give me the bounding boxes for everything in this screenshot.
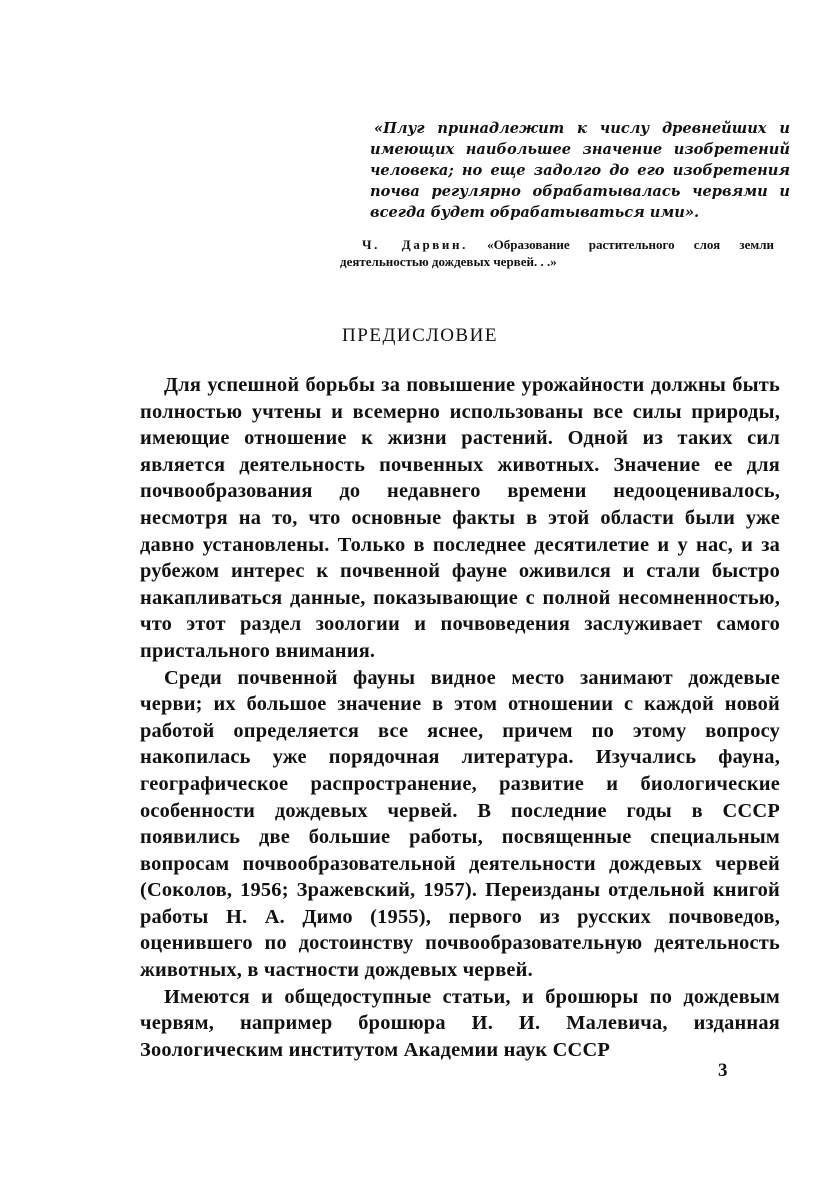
epigraph-source: «Образование растительного слоя земли деятельностью дождевых червей. . .» xyxy=(340,237,774,269)
epigraph-attribution xyxy=(340,236,774,270)
paragraph-2: Среди почвенной фауны видное место занимают дождевые черви; их большое значение в этом отношении с каждой новой работой определяется все яснее, причем по этому вопросу накопилась уже порядочная литература. Изучались фауна, географическое распространение, развитие и биологические особенности дождевых червей. В последние годы в СССР появились две большие работы, посвященные специальным вопросам почвообразовательной деятельности дождевых червей (Соколов, 1956; Зражевский, 1957). Переизданы отдельной книгой работы Н. А. Димо (1955), первого из русских почвоведов, оценившего по достоинству почвообразовательную деятельность животных, в частности дождевых червей. xyxy=(140,666,780,982)
paragraph-1: Для успешной борьбы за повышение урожайности должны быть полностью учтены и всемерно использованы все силы природы, имеющие отношение к жизни растений. Одной из таких сил является деятельность почвенных животных. Значение ее для почвообразования до недавнего времени недооценивалось, несмотря на то, что основные факты в этой области были уже давно установлены. Только в последнее десятилетие и у нас, и за рубежом интерес к почвенной фауне оживился и стали быстро накапливаться данные, показывающие с полной несомненностью, что этот раздел зоологии и почвоведения заслуживает самого пристального внимания. xyxy=(140,374,780,662)
page-title: ПРЕДИСЛОВИЕ xyxy=(342,325,498,346)
paragraph-3: Имеются и общедоступные статьи, и брошюры по дождевым червям, например брошюра И. И. Малевича, изданная Зоологическим институтом Академии наук СССР xyxy=(140,985,780,1061)
epigraph-quote: «Плуг принадлежит к числу древнейших и имеющих наибольшее значение изобретений человека; но еще задолго до его изобретения почва регулярно обрабатывалась червями и всегда будет обрабатываться ими». xyxy=(370,120,790,221)
page-number: 3 xyxy=(718,1060,728,1081)
epigraph-author: Ч. Дарвин. xyxy=(362,237,468,252)
body-text xyxy=(140,372,780,1063)
